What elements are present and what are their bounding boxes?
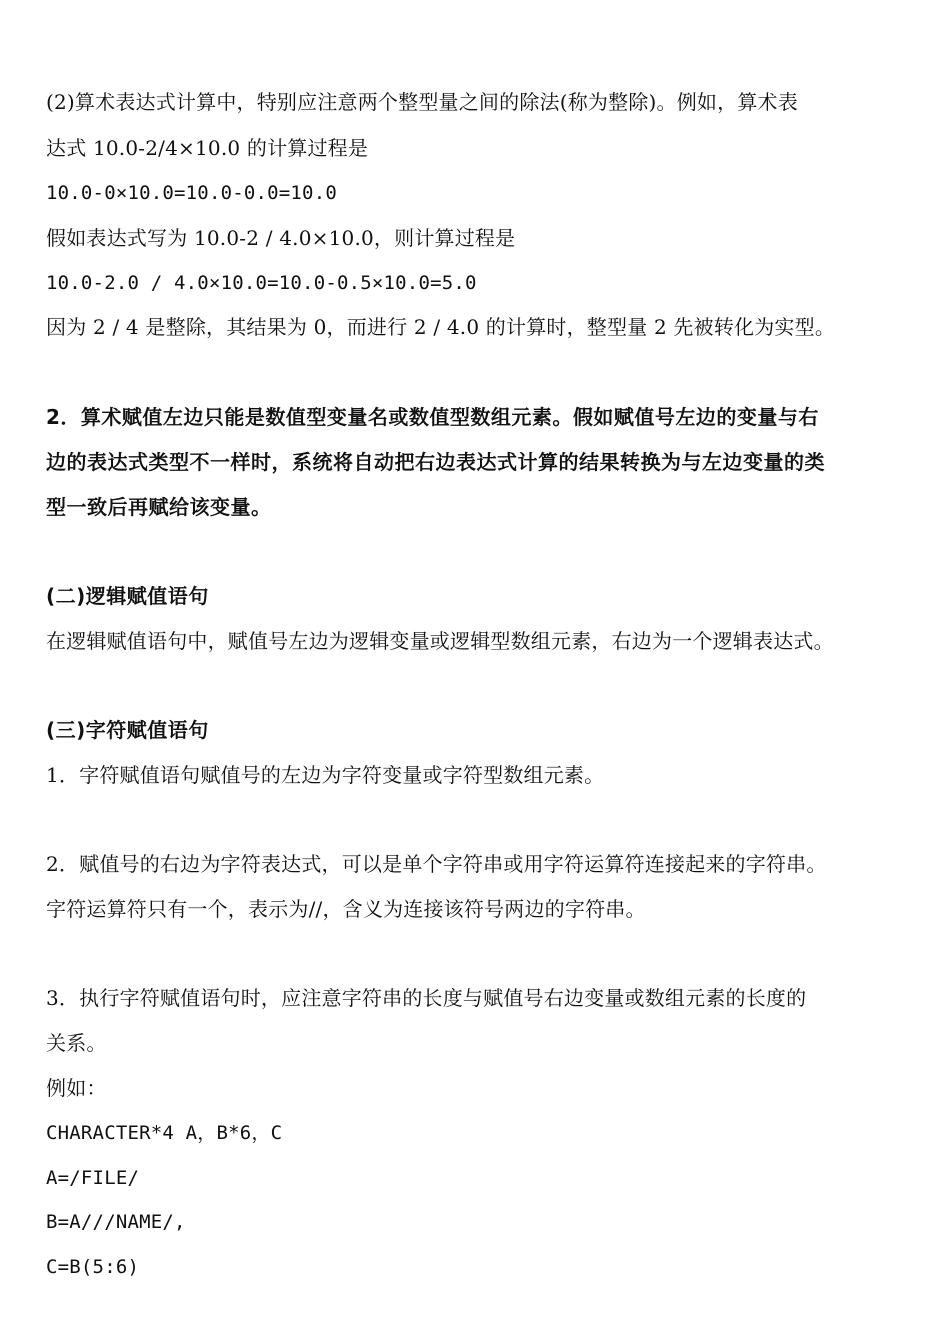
section-heading: (二)逻辑赋值语句 <box>46 584 209 608</box>
code-line: C=B(5:6) <box>46 1256 140 1278</box>
bold-paragraph-line: 型一致后再赋给该变量。 <box>46 495 272 519</box>
bold-paragraph-line: 2．算术赋值左边只能是数值型变量名或数值型数组元素。假如赋值号左边的变量与右 <box>46 405 819 429</box>
code-line: B=A///NAME/, <box>46 1211 186 1233</box>
paragraph-line: 达式 10.0-2/4×10.0 的计算过程是 <box>46 136 369 160</box>
code-line: CHARACTER*4 A，B*6，C <box>46 1122 283 1144</box>
paragraph-line: 1．字符赋值语句赋值号的左边为字符变量或字符型数组元素。 <box>46 763 605 787</box>
paragraph-line: 因为 2 / 4 是整除，其结果为 0，而进行 2 / 4.0 的计算时，整型量 2 先被转化为实型。 <box>46 315 836 339</box>
paragraph-line: 3．执行字符赋值语句时，应注意字符串的长度与赋值号右边变量或数组元素的长度的 <box>46 986 807 1010</box>
section-heading: (三)字符赋值语句 <box>46 718 209 742</box>
code-line: A=/FILE/ <box>46 1167 140 1189</box>
paragraph-line: 例如： <box>46 1076 107 1100</box>
formula-line: 10.0-2.0 / 4.0×10.0=10.0-0.5×10.0=5.0 <box>46 272 477 294</box>
formula-line: 10.0-0×10.0=10.0-0.0=10.0 <box>46 182 337 204</box>
paragraph-line: 关系。 <box>46 1031 107 1055</box>
paragraph-line: 2．赋值号的右边为字符表达式，可以是单个字符串或用字符运算符连接起来的字符串。 <box>46 852 827 876</box>
paragraph-line: 字符运算符只有一个，表示为//，含义为连接该符号两边的字符串。 <box>46 897 646 921</box>
paragraph-line: 在逻辑赋值语句中，赋值号左边为逻辑变量或逻辑型数组元素，右边为一个逻辑表达式。 <box>46 629 834 653</box>
bold-paragraph-line: 边的表达式类型不一样时，系统将自动把右边表达式计算的结果转换为与左边变量的类 <box>46 450 825 474</box>
paragraph-line: (2)算术表达式计算中，特别应注意两个整型量之间的除法(称为整除)。例如，算术表 <box>46 90 798 114</box>
paragraph-line: 假如表达式写为 10.0-2 / 4.0×10.0，则计算过程是 <box>46 226 516 250</box>
